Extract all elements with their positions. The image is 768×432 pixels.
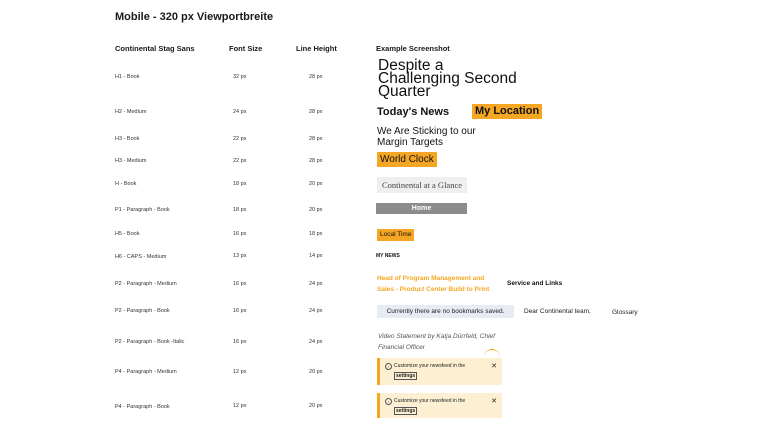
banner-text: Customize your newsfeed in the xyxy=(394,363,466,369)
row-style-name: H - Book xyxy=(115,181,137,187)
row-line-height: 18 px xyxy=(309,231,323,237)
row-line-height: 28 px xyxy=(309,109,323,115)
row-font-size: 24 px xyxy=(233,109,247,115)
row-line-height: 14 px xyxy=(309,253,323,259)
row-font-size: 16 px xyxy=(233,339,247,345)
info-icon: i xyxy=(385,363,392,370)
newsfeed-banner xyxy=(377,358,502,385)
row-line-height: 28 px xyxy=(309,136,323,142)
row-font-size: 12 px xyxy=(233,369,247,375)
row-style-name: P4 - Paragraph - Book xyxy=(115,404,170,410)
local-time-button[interactable]: Local Time xyxy=(377,229,414,241)
no-bookmarks-message: Currently there are no bookmarks saved. xyxy=(377,305,514,318)
row-font-size: 16 px xyxy=(233,231,247,237)
row-style-name: P2 - Paragraph - Book -Italic xyxy=(115,339,185,345)
example-h3-line: Margin Targets xyxy=(377,136,443,148)
row-font-size: 22 px xyxy=(233,158,247,164)
row-line-height: 24 px xyxy=(309,281,323,287)
row-line-height: 20 px xyxy=(309,181,323,187)
program-link-line[interactable]: Head of Program Management and xyxy=(377,275,485,282)
row-font-size: 13 px xyxy=(233,253,247,259)
video-statement-line: Financial Officer xyxy=(378,344,425,351)
row-font-size: 18 px xyxy=(233,181,247,187)
example-h1-line: Quarter xyxy=(378,83,431,100)
column-header-line-height: Line Height xyxy=(296,44,337,53)
row-line-height: 24 px xyxy=(309,308,323,314)
banner-text: Customize your newsfeed in the xyxy=(394,398,466,404)
row-style-name: H3 - Medium xyxy=(115,158,147,164)
row-style-name: H5 - Book xyxy=(115,231,140,237)
example-h1-line: Despite a xyxy=(378,57,444,74)
row-font-size: 18 px xyxy=(233,207,247,213)
home-button[interactable]: Home xyxy=(376,203,467,214)
close-icon[interactable]: ✕ xyxy=(491,398,497,405)
example-h1-line: Challenging Second xyxy=(378,70,517,87)
my-location-button[interactable]: My Location xyxy=(472,104,542,119)
program-management-link[interactable] xyxy=(377,273,489,295)
row-line-height: 24 px xyxy=(309,339,323,345)
row-line-height: 28 px xyxy=(309,158,323,164)
row-font-size: 16 px xyxy=(233,281,247,287)
row-font-size: 16 px xyxy=(233,308,247,314)
column-header-example: Example Screenshot xyxy=(376,44,450,53)
close-icon[interactable]: ✕ xyxy=(491,363,497,370)
dear-team-text: Dear Continental team, xyxy=(524,308,591,315)
example-h3-heading xyxy=(377,127,476,148)
row-line-height: 20 px xyxy=(309,369,323,375)
newsfeed-banner xyxy=(377,393,502,418)
continental-at-a-glance-link[interactable]: Continental at a Glance xyxy=(377,177,467,193)
row-style-name: H3 - Book xyxy=(115,136,140,142)
row-style-name: P4 - Paragraph - Medium xyxy=(115,369,177,375)
row-line-height: 20 px xyxy=(309,403,323,409)
world-clock-button[interactable]: World Clock xyxy=(377,152,437,167)
example-h3-line: We Are Sticking to our xyxy=(377,126,476,137)
settings-link[interactable]: settings xyxy=(396,373,416,379)
row-style-name: P2 - Paragraph - Medium xyxy=(115,281,177,287)
row-style-name: P2 - Paragraph - Book xyxy=(115,308,170,314)
my-news-label: MY NEWS xyxy=(376,253,400,259)
row-line-height: 20 px xyxy=(309,207,323,213)
example-h1-heading xyxy=(378,59,517,98)
example-h2-heading: Today's News xyxy=(377,106,450,118)
column-header-font: Continental Stag Sans xyxy=(115,44,195,53)
row-font-size: 22 px xyxy=(233,136,247,142)
settings-link[interactable]: settings xyxy=(396,408,416,414)
row-style-name: H6 - CAPS - Medium xyxy=(115,254,167,260)
row-line-height: 28 px xyxy=(309,74,323,80)
video-statement-text xyxy=(378,331,495,353)
info-icon: i xyxy=(385,398,392,405)
program-link-line[interactable]: Sales - Product Center Build to Print xyxy=(377,286,490,293)
row-font-size: 32 px xyxy=(233,74,247,80)
row-style-name: H2 - Medium xyxy=(115,109,147,115)
page-title: Mobile - 320 px Viewportbreite xyxy=(115,11,274,23)
video-statement-line: Video Statement by Katja Dürrfeld, Chief xyxy=(378,333,495,340)
row-font-size: 12 px xyxy=(233,403,247,409)
glossary-link[interactable]: Glossary xyxy=(612,309,638,316)
service-and-links-heading: Service and Links xyxy=(507,280,563,287)
column-header-font-size: Font Size xyxy=(229,44,263,53)
row-style-name: H1 - Book xyxy=(115,74,140,80)
row-style-name: P1 - Paragraph - Book xyxy=(115,207,170,213)
